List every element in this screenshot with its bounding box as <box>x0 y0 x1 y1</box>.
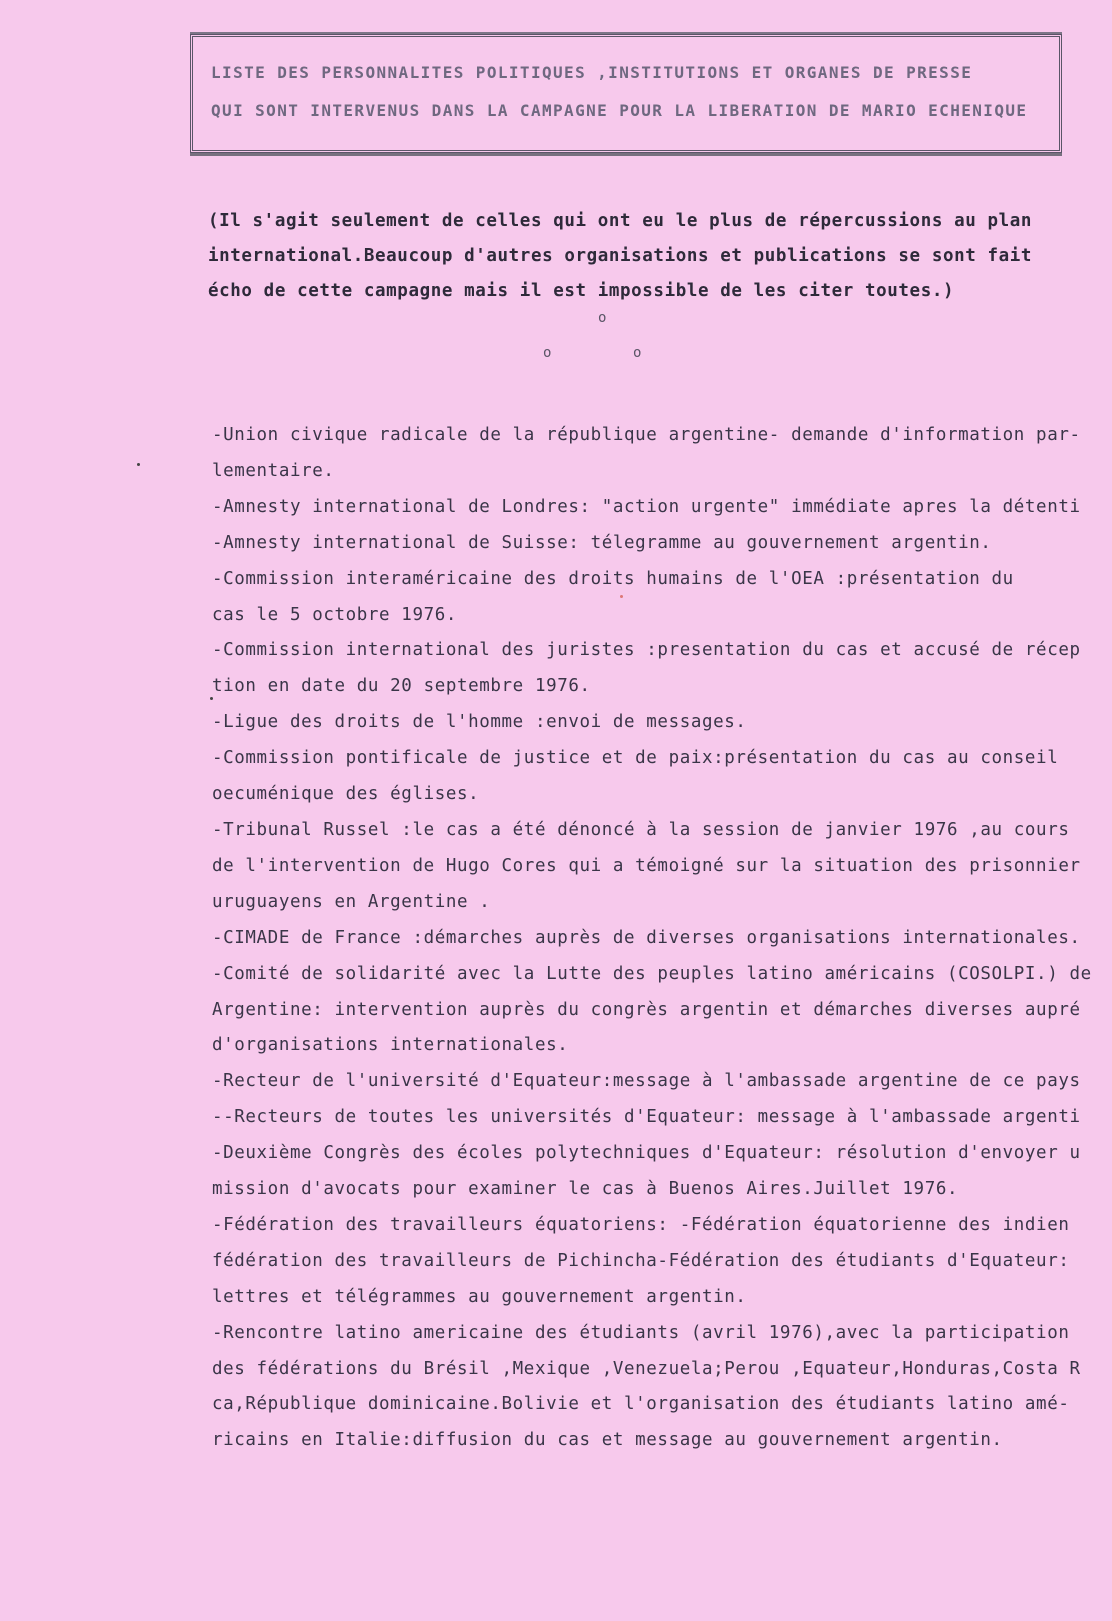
ink-speck <box>137 463 140 466</box>
title-line-1: LISTE DES PERSONNALITES POLITIQUES ,INSTITUTIONS ET ORGANES DE PRESSE <box>211 63 973 82</box>
list-line: oecuménique des églises. <box>212 784 480 805</box>
list-line: -Amnesty international de Suisse: télegramme au gouvernement argentin. <box>212 532 992 553</box>
list-line: Argentine: intervention auprès du congrès argentin et démarches diverses aupré <box>212 999 1081 1020</box>
list-line: tion en date du 20 septembre 1976. <box>212 676 591 697</box>
list-line: ricains en Italie:diffusion du cas et message au gouvernement argentin. <box>212 1430 1003 1451</box>
list-line: lementaire. <box>212 460 335 481</box>
list-line: --Recteurs de toutes les universités d'Equateur: message à l'ambassade argenti <box>212 1107 1081 1128</box>
list-line: -Ligue des droits de l'homme :envoi de messages. <box>212 712 747 733</box>
list-line: -Union civique radicale de la république argentine- demande d'information par- <box>212 425 1081 445</box>
list-line: -CIMADE de France :démarches auprès de diverses organisations internationales. <box>212 927 1081 948</box>
intro-line: écho de cette campagne mais il est impossible de les citer toutes.) <box>208 281 955 301</box>
organizations-list <box>212 418 1092 1459</box>
list-line: ca,République dominicaine.Bolivie et l'organisation des étudiants latino amé- <box>212 1394 1070 1415</box>
separator-mark: o <box>633 345 642 361</box>
list-line: -Commission international des juristes :presentation du cas et accusé de récep <box>212 640 1081 661</box>
list-line: -Amnesty international de Londres: "action urgente" immédiate apres la détenti <box>212 496 1081 517</box>
list-line: -Tribunal Russel :le cas a été dénoncé à la session de janvier 1976 ,au cours <box>212 819 1070 840</box>
list-line: cas le 5 octobre 1976. <box>212 604 457 625</box>
intro-line: international.Beaucoup d'autres organisations et publications se sont fait <box>208 246 1033 266</box>
title-box <box>190 34 1062 153</box>
list-line: lettres et télégrammes au gouvernement argentin. <box>212 1286 747 1307</box>
list-line: -Commission pontificale de justice et de paix:présentation du cas au conseil <box>212 748 1059 769</box>
intro-paragraph <box>208 204 1078 309</box>
title-line-2: QUI SONT INTERVENUS DANS LA CAMPAGNE POUR LA LIBERATION DE MARIO ECHENIQUE <box>211 101 1028 120</box>
separator-mark: o <box>543 345 552 361</box>
list-line: fédération des travailleurs de Pichincha-Fédération des étudiants d'Equateur: <box>212 1250 1070 1271</box>
list-line: d'organisations internationales. <box>212 1035 569 1056</box>
list-line: uruguayens en Argentine . <box>212 891 491 912</box>
list-line: -Commission interaméricaine des droits humains de l'OEA :présentation du <box>212 568 1014 589</box>
list-line: -Recteur de l'université d'Equateur:message à l'ambassade argentine de ce pays <box>212 1071 1081 1092</box>
list-line: de l'intervention de Hugo Cores qui a témoigné sur la situation des prisonnier <box>212 855 1081 876</box>
list-line: -Comité de solidarité avec la Lutte des peuples latino américains (COSOLPI.) de <box>212 963 1092 984</box>
ink-speck <box>620 595 623 598</box>
list-line: -Deuxième Congrès des écoles polytechniques d'Equateur: résolution d'envoyer u <box>212 1143 1081 1164</box>
intro-line: (Il s'agit seulement de celles qui ont eu le plus de répercussions au plan <box>208 211 1033 231</box>
ink-speck <box>210 697 213 700</box>
list-line: des fédérations du Brésil ,Mexique ,Venezuela;Perou ,Equateur,Honduras,Costa R <box>212 1358 1081 1379</box>
list-line: -Rencontre latino americaine des étudiants (avril 1976),avec la participation <box>212 1322 1070 1343</box>
separator-mark: o <box>598 310 607 326</box>
list-line: mission d'avocats pour examiner le cas à Buenos Aires.Juillet 1976. <box>212 1179 959 1200</box>
list-line: -Fédération des travailleurs équatoriens: -Fédération équatorienne des indien <box>212 1214 1070 1235</box>
